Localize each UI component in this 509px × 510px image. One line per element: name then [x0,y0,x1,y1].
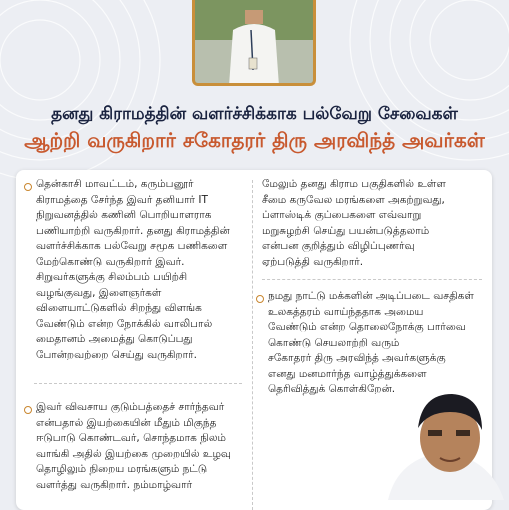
section-divider [262,279,482,280]
paragraph-right-2: நமது நாட்டு மக்களின் அடிப்படை வசதிகள் உலகத்தரம் வாய்ந்ததாக அமைய வேண்டும் என்ற தொலைநோக்கு பார்வை கொண்டு செயலாற்றி வரும் சகோதரர் திரு அரவிந்த் அவர்களுக்கு எனது மனமார்ந்த வாழ்த்துக்களை தெரிவித்துக் கொள்கிறேன். [268,290,474,395]
headline-line-2: ஆற்றி வருகிறார் சகோதரர் திரு அரவிந்த் அவர்கள் [24,128,485,152]
bullet-icon [24,406,32,414]
top-portrait-photo [192,0,316,86]
section-divider [34,383,242,384]
paragraph-left-2: இவர் விவசாய குடும்பத்தைச் சார்ந்தவர் என்பதால் இயற்கையின் மீதும் மிகுந்த ஈடுபாடு கொண்டவர், சொந்தமாக நிலம் வாங்கி அதில் இயற்கை முறையில் உழவு தொழிலும் நிறைய மரங்களும் நட்டு வளர்த்து வருகிறார். நம்மாழ்வார் [36,401,231,491]
headline-line-1: தனது கிராமத்தின் வளர்ச்சிக்காக பல்வேறு சேவைகள் [51,104,458,124]
column-divider [252,180,253,510]
paragraph-left-1: தென்காசி மாவட்டம், கரும்பனூர் கிராமத்தை சேர்ந்த இவர் தனியார் IT நிறுவனத்தில் கணினி பொறியாளராக பணியாற்றி வருகிறார். தனது கிராமத்தின் வளர்ச்சிக்காக பல்வேறு சமூக பணிகளை மேற்கொண்டு வருகிறார் இவர். சிறுவர்களுக்கு சிலம்பம் பயிற்சி வழங்குவது, இளைஞர்கள் விளையாட்டுகளில் சிறந்து விளங்க வேண்டும் என்ற நோக்கில் வாலிபால் மைதானம் அமைத்து கொடுப்பது போன்றவற்றை செய்து வருகிறார். [36,178,230,361]
bullet-icon [24,183,32,191]
paragraph-right-1: மேலும் தனது கிராம பகுதிகளில் உள்ள சீமை கருவேல மரங்களை அகற்றுவது, ப்ளாஸ்டிக் குப்பைகளை எவ்வாறு மறுசுழற்சி செய்து பயன்படுத்தலாம் என்பன குறித்தும் விழிப்புணர்வு ஏற்படுத்தி வருகிறார். [262,178,446,268]
bottom-portrait-photo [378,380,509,500]
bullet-icon [256,295,264,303]
